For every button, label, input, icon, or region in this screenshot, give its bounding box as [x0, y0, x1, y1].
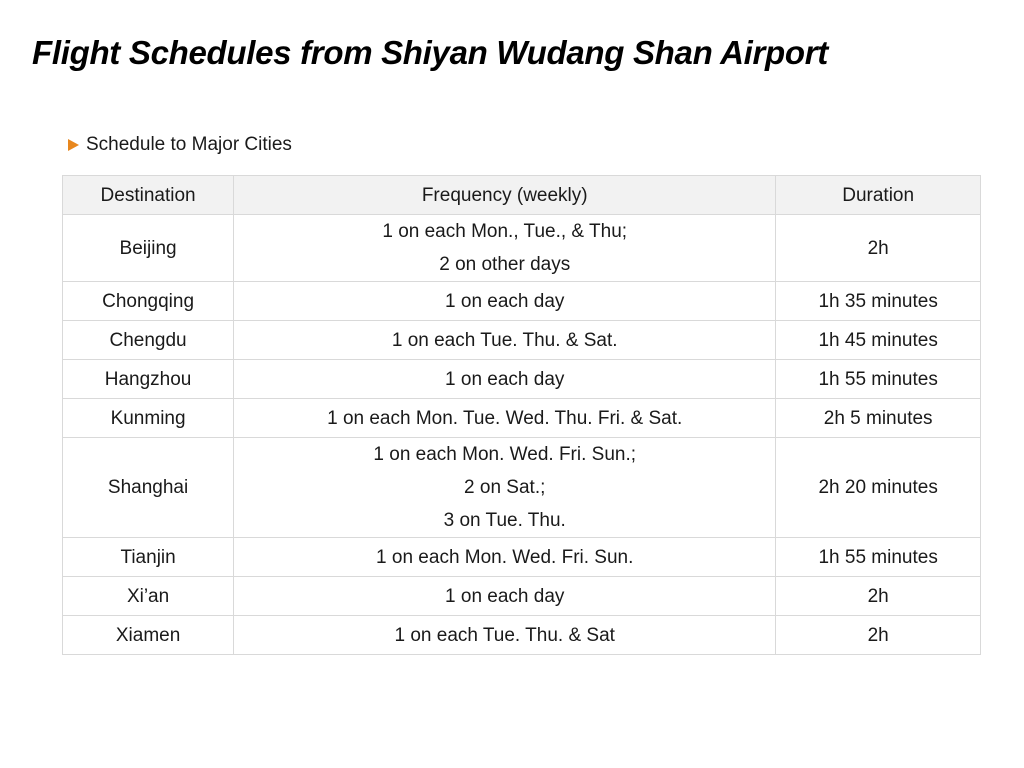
table-row: [63, 577, 981, 616]
frequency-line: 1 on each Mon. Wed. Fri. Sun.: [376, 546, 634, 568]
header-destination: Destination: [63, 176, 234, 215]
table-row: [63, 538, 981, 577]
table-row: [63, 399, 981, 438]
frequency-line: 1 on each Tue. Thu. & Sat.: [391, 329, 618, 351]
cell-destination: Hangzhou: [63, 360, 234, 399]
table-row: [63, 360, 981, 399]
cell-frequency: [234, 360, 776, 399]
frequency-line: 1 on each day: [445, 368, 565, 390]
header-frequency: Frequency (weekly): [234, 176, 776, 215]
cell-destination: Chengdu: [63, 321, 234, 360]
schedule-table: [62, 175, 981, 655]
cell-destination: Kunming: [63, 399, 234, 438]
cell-frequency: [234, 577, 776, 616]
cell-destination: Xi’an: [63, 577, 234, 616]
cell-duration: 2h: [776, 215, 981, 282]
cell-duration: 1h 45 minutes: [776, 321, 981, 360]
cell-destination: Xiamen: [63, 616, 234, 655]
cell-frequency: [234, 616, 776, 655]
table-row: [63, 616, 981, 655]
section-heading: [68, 134, 292, 156]
page-title: Flight Schedules from Shiyan Wudang Shan Airport: [32, 34, 828, 71]
cell-duration: 2h 20 minutes: [776, 438, 981, 538]
table-row: [63, 438, 981, 538]
table-body: [63, 215, 981, 655]
table-row: [63, 282, 981, 321]
cell-frequency: [234, 438, 776, 538]
frequency-line: 1 on each day: [445, 290, 565, 312]
frequency-line: 1 on each Mon. Tue. Wed. Thu. Fri. & Sat.: [327, 407, 683, 429]
cell-duration: 1h 55 minutes: [776, 538, 981, 577]
cell-duration: 2h 5 minutes: [776, 399, 981, 438]
table-row: [63, 321, 981, 360]
frequency-line: 2 on Sat.;: [464, 477, 546, 498]
frequency-line: 2 on other days: [439, 254, 571, 275]
cell-destination: Shanghai: [63, 438, 234, 538]
frequency-line: 1 on each Mon. Wed. Fri. Sun.;: [373, 444, 637, 465]
cell-destination: Beijing: [63, 215, 234, 282]
arrow-right-icon: [68, 139, 79, 151]
cell-frequency: [234, 399, 776, 438]
cell-duration: 1h 55 minutes: [776, 360, 981, 399]
cell-duration: 2h: [776, 616, 981, 655]
frequency-line: 3 on Tue. Thu.: [443, 510, 566, 531]
cell-duration: 1h 35 minutes: [776, 282, 981, 321]
table-header-row: [63, 176, 981, 215]
cell-frequency: [234, 538, 776, 577]
table-row: [63, 215, 981, 282]
cell-frequency: [234, 282, 776, 321]
header-duration: Duration: [776, 176, 981, 215]
cell-destination: Tianjin: [63, 538, 234, 577]
section-heading-label: Schedule to Major Cities: [86, 134, 292, 155]
cell-frequency: [234, 321, 776, 360]
cell-frequency: [234, 215, 776, 282]
cell-destination: Chongqing: [63, 282, 234, 321]
cell-duration: 2h: [776, 577, 981, 616]
frequency-line: 1 on each day: [445, 585, 565, 607]
frequency-line: 1 on each Mon., Tue., & Thu;: [382, 221, 628, 242]
frequency-line: 1 on each Tue. Thu. & Sat: [394, 624, 615, 646]
